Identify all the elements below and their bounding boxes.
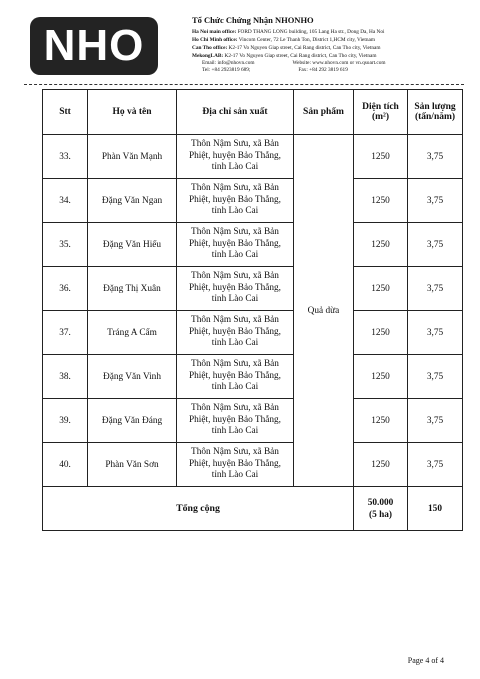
address-line: tỉnh Lào Cai	[211, 162, 259, 173]
row-address	[177, 223, 294, 267]
address-line: tỉnh Lào Cai	[211, 470, 259, 481]
email-text: Email: info@nhovn.com	[202, 60, 255, 66]
fax-text: Fax: +84 292 3819 619	[298, 67, 348, 73]
row-stt: 34.	[43, 179, 88, 223]
total-area-m2: 50.000	[367, 497, 394, 508]
row-yield: 3,75	[408, 311, 463, 355]
address-line: tỉnh Lào Cai	[211, 250, 259, 261]
row-yield: 3,75	[408, 267, 463, 311]
office-address: FORD THANG LONG building, 105 Lang Ha str., Dong Da, Ha Noi	[236, 29, 385, 35]
header-yield: Sản lượng (tấn/năm)	[408, 90, 463, 135]
row-area: 1250	[354, 267, 408, 311]
total-area-ha: (5 ha)	[369, 509, 392, 520]
row-name: Đặng Văn Vinh	[88, 355, 177, 399]
row-yield: 3,75	[408, 179, 463, 223]
total-yield: 150	[408, 487, 463, 531]
contact-line-1	[192, 60, 472, 67]
address-line: tỉnh Lào Cai	[211, 206, 259, 217]
address-line: Phiệt, huyện Bảo Thắng,	[188, 414, 281, 425]
org-name: Tổ Chức Chứng Nhận NHONHO	[192, 15, 314, 25]
address-line: tỉnh Lào Cai	[211, 426, 259, 437]
header-stt: Stt	[43, 90, 88, 135]
row-stt: 36.	[43, 267, 88, 311]
address-line: tỉnh Lào Cai	[211, 382, 259, 393]
header-divider	[24, 84, 464, 85]
website-text: Website: www.nhovn.com or vn.qsoart.com	[292, 60, 386, 66]
office-label: Can Tho office:	[192, 45, 228, 51]
row-address	[177, 135, 294, 179]
product-cell: Quả dừa	[294, 135, 354, 487]
row-address	[177, 443, 294, 487]
row-area: 1250	[354, 443, 408, 487]
address-line: Phiệt, huyện Bảo Thắng,	[188, 238, 281, 249]
total-area	[354, 487, 408, 531]
office-address: K2-17 Vo Nguyen Giap street, Cai Rang district, Can Tho city, Vietnam	[227, 45, 381, 51]
address-line: Phiệt, huyện Bảo Thắng,	[188, 370, 281, 381]
row-stt: 38.	[43, 355, 88, 399]
table-row	[43, 355, 463, 399]
header-address: Địa chỉ sản xuất	[177, 90, 294, 135]
row-yield: 3,75	[408, 443, 463, 487]
letterhead	[192, 15, 472, 74]
row-name: Phàn Văn Mạnh	[88, 135, 177, 179]
address-line: Thôn Nậm Sưu, xã Bản	[191, 403, 279, 414]
table-row	[43, 223, 463, 267]
address-line: Thôn Nậm Sưu, xã Bản	[191, 139, 279, 150]
table-row	[43, 135, 463, 179]
row-name: Tráng A Cẩm	[88, 311, 177, 355]
row-stt: 35.	[43, 223, 88, 267]
header-product: Sản phẩm	[294, 90, 354, 135]
header-name: Họ và tên	[88, 90, 177, 135]
table-row	[43, 311, 463, 355]
row-area: 1250	[354, 135, 408, 179]
office-label: Ho Chi Minh office:	[192, 37, 238, 43]
total-label: Tổng cộng	[43, 487, 354, 531]
row-yield: 3,75	[408, 399, 463, 443]
row-name: Phàn Văn Sơn	[88, 443, 177, 487]
page-number: Page 4 of 4	[407, 656, 444, 665]
contact-line-2	[192, 67, 472, 74]
row-stt: 40.	[43, 443, 88, 487]
address-line: Thôn Nậm Sưu, xã Bản	[191, 447, 279, 458]
office-list	[192, 28, 472, 60]
tel-text: Tel: +84 2923819 689;	[202, 67, 251, 73]
table-row	[43, 399, 463, 443]
row-address	[177, 399, 294, 443]
address-line: tỉnh Lào Cai	[211, 338, 259, 349]
row-yield: 3,75	[408, 223, 463, 267]
row-address	[177, 355, 294, 399]
address-line: Phiệt, huyện Bảo Thắng,	[188, 282, 281, 293]
row-area: 1250	[354, 223, 408, 267]
row-yield: 3,75	[408, 355, 463, 399]
office-label: MekongLAB:	[192, 53, 224, 59]
table-header-row	[43, 90, 463, 135]
row-area: 1250	[354, 179, 408, 223]
row-address	[177, 311, 294, 355]
address-line: Thôn Nậm Sưu, xã Bản	[191, 359, 279, 370]
producer-table	[42, 89, 463, 531]
address-line: Phiệt, huyện Bảo Thắng,	[188, 194, 281, 205]
row-stt: 37.	[43, 311, 88, 355]
table-row	[43, 443, 463, 487]
address-line: tỉnh Lào Cai	[211, 294, 259, 305]
office-line	[192, 36, 472, 44]
row-name: Đặng Thị Xuân	[88, 267, 177, 311]
header-area: Diện tích (m²)	[354, 90, 408, 135]
office-address: K2-17 Vo Nguyen Giap street, Cai Rang district, Can Tho city, Vietnam	[223, 53, 377, 59]
office-line	[192, 28, 472, 36]
address-line: Thôn Nậm Sưu, xã Bản	[191, 271, 279, 282]
table-row	[43, 267, 463, 311]
row-address	[177, 179, 294, 223]
row-area: 1250	[354, 355, 408, 399]
address-line: Phiệt, huyện Bảo Thắng,	[188, 150, 281, 161]
address-line: Phiệt, huyện Bảo Thắng,	[188, 326, 281, 337]
row-name: Đặng Văn Hiếu	[88, 223, 177, 267]
row-stt: 33.	[43, 135, 88, 179]
office-line	[192, 44, 472, 52]
row-name: Đặng Văn Đáng	[88, 399, 177, 443]
row-name: Đặng Văn Ngan	[88, 179, 177, 223]
office-address: Vincom Center, 72 Le Thanh Ton, District 1,HCM city, Vietnam	[237, 37, 375, 43]
address-line: Thôn Nậm Sưu, xã Bản	[191, 227, 279, 238]
row-address	[177, 267, 294, 311]
company-logo: NHO	[30, 17, 158, 75]
office-label: Ha Noi main office:	[192, 29, 237, 35]
address-line: Phiệt, huyện Bảo Thắng,	[188, 458, 281, 469]
office-line	[192, 52, 472, 60]
total-row	[43, 487, 463, 531]
address-line: Thôn Nậm Sưu, xã Bản	[191, 315, 279, 326]
row-area: 1250	[354, 311, 408, 355]
row-area: 1250	[354, 399, 408, 443]
row-stt: 39.	[43, 399, 88, 443]
table-row	[43, 179, 463, 223]
row-yield: 3,75	[408, 135, 463, 179]
address-line: Thôn Nậm Sưu, xã Bản	[191, 183, 279, 194]
